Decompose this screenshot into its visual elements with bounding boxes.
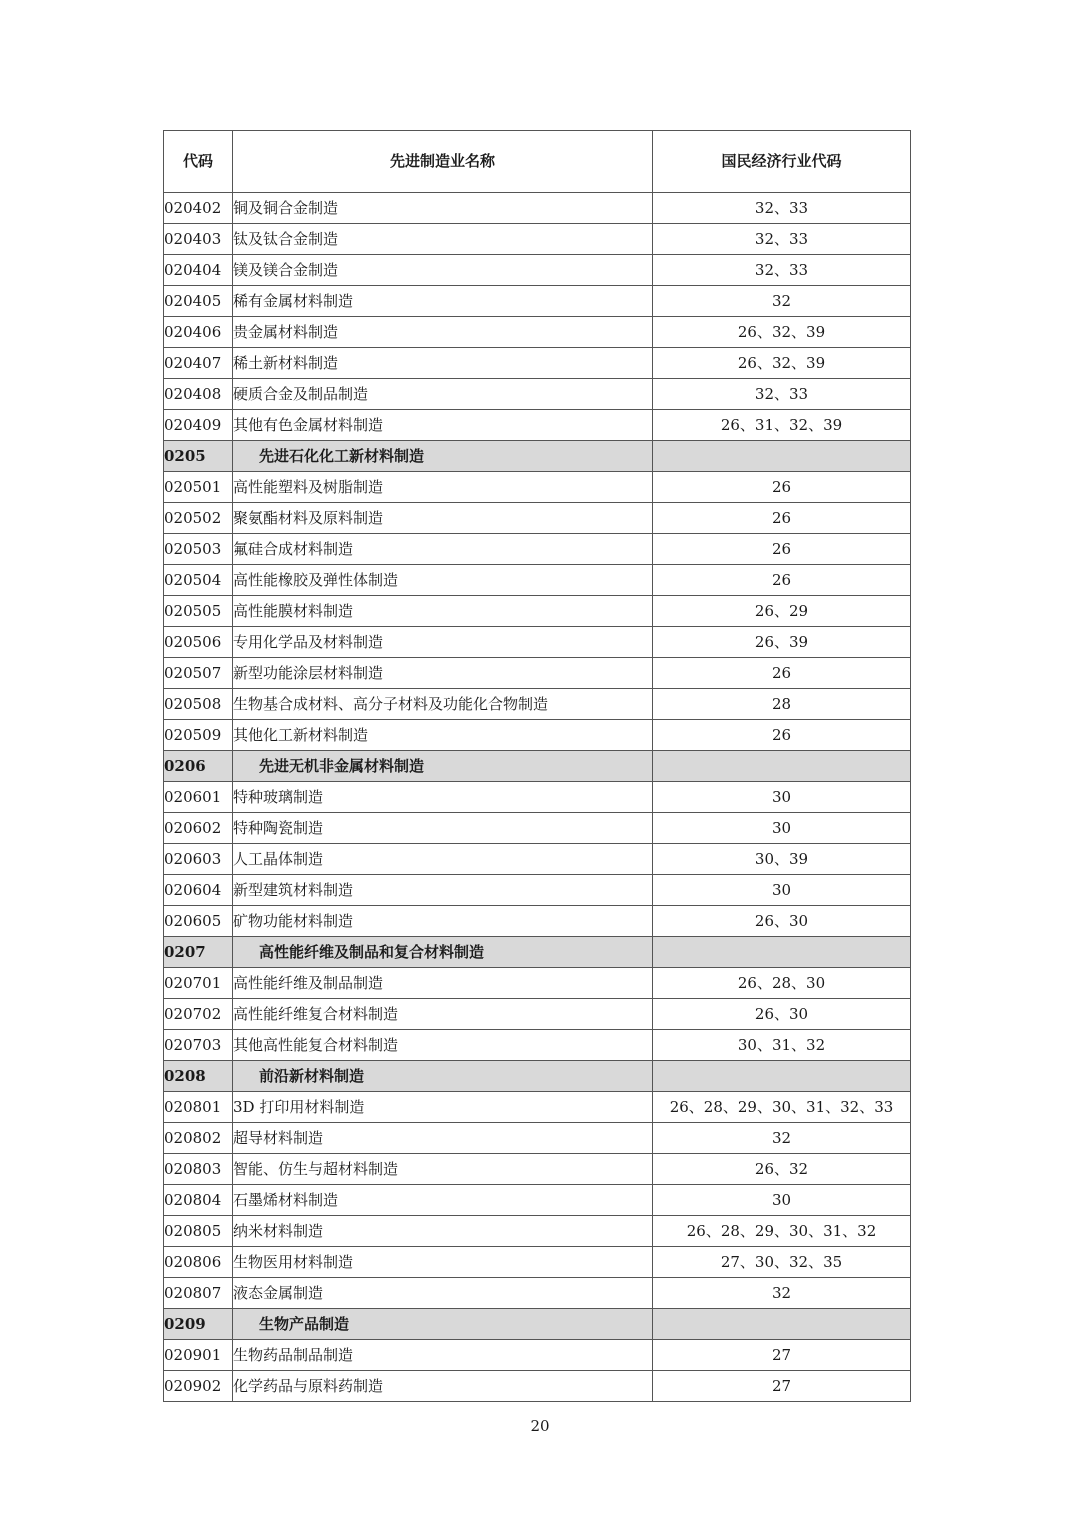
name-cell: 特种玻璃制造 — [233, 782, 653, 813]
name-cell: 新型功能涂层材料制造 — [233, 658, 653, 689]
name-cell: 钛及钛合金制造 — [233, 224, 653, 255]
national-code-cell: 26、31、32、39 — [653, 410, 911, 441]
national-code-cell: 26 — [653, 565, 911, 596]
code-cell: 020501 — [164, 472, 233, 503]
table-row — [164, 968, 911, 999]
table-row — [164, 1123, 911, 1154]
name-cell: 高性能橡胶及弹性体制造 — [233, 565, 653, 596]
table-row — [164, 813, 911, 844]
table-row — [164, 379, 911, 410]
code-cell: 020601 — [164, 782, 233, 813]
code-cell: 020804 — [164, 1185, 233, 1216]
name-cell: 3D 打印用材料制造 — [233, 1092, 653, 1123]
code-cell: 020506 — [164, 627, 233, 658]
header-national-code: 国民经济行业代码 — [653, 131, 911, 193]
name-cell: 矿物功能材料制造 — [233, 906, 653, 937]
table-row — [164, 224, 911, 255]
code-cell: 020803 — [164, 1154, 233, 1185]
table-row — [164, 1185, 911, 1216]
national-code-cell: 26 — [653, 503, 911, 534]
national-code-cell: 28 — [653, 689, 911, 720]
table-header-row — [164, 131, 911, 193]
national-code-cell: 26、30 — [653, 999, 911, 1030]
name-cell: 镁及镁合金制造 — [233, 255, 653, 286]
code-cell: 020404 — [164, 255, 233, 286]
table-body — [164, 193, 911, 1402]
name-cell: 生物产品制造 — [233, 1309, 653, 1340]
national-code-cell: 30 — [653, 1185, 911, 1216]
national-code-cell: 26、28、29、30、31、32、33 — [653, 1092, 911, 1123]
table-row — [164, 720, 911, 751]
code-cell: 020405 — [164, 286, 233, 317]
table-row — [164, 503, 911, 534]
code-cell: 020408 — [164, 379, 233, 410]
name-cell: 先进无机非金属材料制造 — [233, 751, 653, 782]
national-code-cell: 26、28、29、30、31、32 — [653, 1216, 911, 1247]
name-cell: 其他化工新材料制造 — [233, 720, 653, 751]
category-row — [164, 441, 911, 472]
national-code-cell: 26、32、39 — [653, 317, 911, 348]
national-code-cell: 26 — [653, 658, 911, 689]
code-cell: 020403 — [164, 224, 233, 255]
name-cell: 高性能膜材料制造 — [233, 596, 653, 627]
name-cell: 高性能纤维及制品和复合材料制造 — [233, 937, 653, 968]
code-cell: 020602 — [164, 813, 233, 844]
table-row — [164, 689, 911, 720]
table-row — [164, 255, 911, 286]
name-cell: 超导材料制造 — [233, 1123, 653, 1154]
national-code-cell — [653, 751, 911, 782]
code-cell: 020604 — [164, 875, 233, 906]
name-cell: 生物药品制品制造 — [233, 1340, 653, 1371]
national-code-cell: 26、32、39 — [653, 348, 911, 379]
national-code-cell: 32 — [653, 286, 911, 317]
name-cell: 稀有金属材料制造 — [233, 286, 653, 317]
code-cell: 020507 — [164, 658, 233, 689]
national-code-cell: 32、33 — [653, 255, 911, 286]
table-row — [164, 596, 911, 627]
national-code-cell: 30、31、32 — [653, 1030, 911, 1061]
table-row — [164, 627, 911, 658]
name-cell: 铜及铜合金制造 — [233, 193, 653, 224]
table-row — [164, 906, 911, 937]
name-cell: 其他有色金属材料制造 — [233, 410, 653, 441]
category-row — [164, 1309, 911, 1340]
code-cell: 020406 — [164, 317, 233, 348]
code-cell: 020902 — [164, 1371, 233, 1402]
code-cell: 020508 — [164, 689, 233, 720]
national-code-cell: 26、29 — [653, 596, 911, 627]
national-code-cell: 26、30 — [653, 906, 911, 937]
national-code-cell: 30、39 — [653, 844, 911, 875]
national-code-cell — [653, 441, 911, 472]
name-cell: 生物医用材料制造 — [233, 1247, 653, 1278]
table-row — [164, 193, 911, 224]
national-code-cell: 27 — [653, 1371, 911, 1402]
table-row — [164, 1030, 911, 1061]
name-cell: 聚氨酯材料及原料制造 — [233, 503, 653, 534]
code-cell: 020409 — [164, 410, 233, 441]
table-row — [164, 1247, 911, 1278]
national-code-cell: 32 — [653, 1123, 911, 1154]
table-row — [164, 1340, 911, 1371]
table-row — [164, 844, 911, 875]
national-code-cell: 26、39 — [653, 627, 911, 658]
name-cell: 新型建筑材料制造 — [233, 875, 653, 906]
code-cell: 0208 — [164, 1061, 233, 1092]
national-code-cell: 26 — [653, 534, 911, 565]
national-code-cell: 32、33 — [653, 224, 911, 255]
code-cell: 020402 — [164, 193, 233, 224]
table-row — [164, 1092, 911, 1123]
code-cell: 020505 — [164, 596, 233, 627]
table-row — [164, 1154, 911, 1185]
table-row — [164, 1278, 911, 1309]
name-cell: 石墨烯材料制造 — [233, 1185, 653, 1216]
code-cell: 020703 — [164, 1030, 233, 1061]
code-cell: 0207 — [164, 937, 233, 968]
name-cell: 其他高性能复合材料制造 — [233, 1030, 653, 1061]
name-cell: 高性能纤维及制品制造 — [233, 968, 653, 999]
table-row — [164, 565, 911, 596]
code-cell: 0205 — [164, 441, 233, 472]
category-row — [164, 751, 911, 782]
table-row — [164, 1371, 911, 1402]
national-code-cell — [653, 937, 911, 968]
header-name: 先进制造业名称 — [233, 131, 653, 193]
name-cell: 高性能塑料及树脂制造 — [233, 472, 653, 503]
name-cell: 硬质合金及制品制造 — [233, 379, 653, 410]
code-cell: 0206 — [164, 751, 233, 782]
name-cell: 先进石化化工新材料制造 — [233, 441, 653, 472]
code-cell: 020504 — [164, 565, 233, 596]
code-cell: 020605 — [164, 906, 233, 937]
name-cell: 稀土新材料制造 — [233, 348, 653, 379]
national-code-cell: 26 — [653, 720, 911, 751]
name-cell: 生物基合成材料、高分子材料及功能化合物制造 — [233, 689, 653, 720]
name-cell: 智能、仿生与超材料制造 — [233, 1154, 653, 1185]
classification-table — [163, 130, 911, 1402]
national-code-cell: 32、33 — [653, 379, 911, 410]
name-cell: 贵金属材料制造 — [233, 317, 653, 348]
code-cell: 020509 — [164, 720, 233, 751]
code-cell: 020701 — [164, 968, 233, 999]
name-cell: 纳米材料制造 — [233, 1216, 653, 1247]
national-code-cell: 26、32 — [653, 1154, 911, 1185]
code-cell: 020801 — [164, 1092, 233, 1123]
code-cell: 020603 — [164, 844, 233, 875]
national-code-cell: 26 — [653, 472, 911, 503]
name-cell: 前沿新材料制造 — [233, 1061, 653, 1092]
category-row — [164, 937, 911, 968]
code-cell: 020805 — [164, 1216, 233, 1247]
name-cell: 高性能纤维复合材料制造 — [233, 999, 653, 1030]
table-row — [164, 782, 911, 813]
table-row — [164, 534, 911, 565]
code-cell: 020407 — [164, 348, 233, 379]
table-row — [164, 286, 911, 317]
code-cell: 020806 — [164, 1247, 233, 1278]
code-cell: 020901 — [164, 1340, 233, 1371]
table-row — [164, 317, 911, 348]
national-code-cell: 32、33 — [653, 193, 911, 224]
table-row — [164, 875, 911, 906]
category-row — [164, 1061, 911, 1092]
code-cell: 020807 — [164, 1278, 233, 1309]
national-code-cell — [653, 1309, 911, 1340]
table-row — [164, 410, 911, 441]
table-row — [164, 348, 911, 379]
national-code-cell: 26、28、30 — [653, 968, 911, 999]
code-cell: 020702 — [164, 999, 233, 1030]
page-number: 20 — [530, 1417, 550, 1435]
code-cell: 020502 — [164, 503, 233, 534]
table-row — [164, 1216, 911, 1247]
name-cell: 特种陶瓷制造 — [233, 813, 653, 844]
name-cell: 液态金属制造 — [233, 1278, 653, 1309]
national-code-cell — [653, 1061, 911, 1092]
national-code-cell: 32 — [653, 1278, 911, 1309]
header-code: 代码 — [164, 131, 233, 193]
national-code-cell: 30 — [653, 875, 911, 906]
code-cell: 0209 — [164, 1309, 233, 1340]
name-cell: 人工晶体制造 — [233, 844, 653, 875]
name-cell: 专用化学品及材料制造 — [233, 627, 653, 658]
code-cell: 020802 — [164, 1123, 233, 1154]
name-cell: 氟硅合成材料制造 — [233, 534, 653, 565]
table-row — [164, 658, 911, 689]
national-code-cell: 30 — [653, 782, 911, 813]
national-code-cell: 27 — [653, 1340, 911, 1371]
table-row — [164, 472, 911, 503]
national-code-cell: 27、30、32、35 — [653, 1247, 911, 1278]
national-code-cell: 30 — [653, 813, 911, 844]
table-row — [164, 999, 911, 1030]
code-cell: 020503 — [164, 534, 233, 565]
name-cell: 化学药品与原料药制造 — [233, 1371, 653, 1402]
